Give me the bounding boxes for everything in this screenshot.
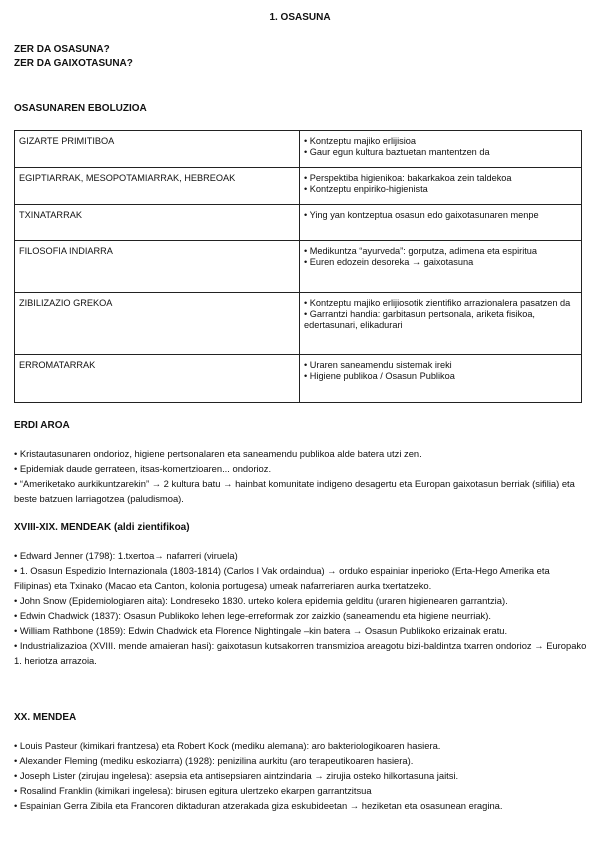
- mendea-20-list: [14, 738, 588, 813]
- table-row: [15, 205, 582, 241]
- mendeak-18-19-heading: XVIII-XIX. MENDEAK (aldi zientifikoa): [14, 522, 190, 533]
- table-row: [15, 131, 582, 168]
- mendeak-18-19-list: [14, 548, 588, 668]
- description-cell: [300, 293, 582, 355]
- description-point: • Ying yan kontzeptua osasun edo gaixotasunaren menpe: [304, 210, 539, 220]
- evolution-table: [14, 130, 582, 403]
- description-cell: [300, 168, 582, 205]
- description-point: • Uraren saneamendu sistemak ireki: [304, 360, 452, 370]
- description-point: • Higiene publikoa / Osasun Publikoa: [304, 371, 455, 381]
- description-point: • Kontzeptu majiko erlijiosotik zientifiko arrazionalera pasatzen da: [304, 298, 571, 308]
- mendea-20-heading: XX. MENDEA: [14, 712, 77, 723]
- list-item: • “Ameriketako aurkikuntzarekin” → 2 kultura batu → hainbat komunitate indigeno desagertu eta Europan gaixotasun berriak (sifilia) eta beste batzuen larriagotzea (paludismoa).: [14, 478, 575, 504]
- period-cell: FILOSOFIA INDIARRA: [15, 241, 300, 293]
- erdi-aroa-list: [14, 446, 588, 506]
- list-item: • Edward Jenner (1798): 1.txertoa→ nafarreri (viruela): [14, 550, 238, 561]
- description-point: • Gaur egun kultura baztuetan mantentzen da: [304, 147, 490, 157]
- table-row: [15, 293, 582, 355]
- list-item: • Rosalind Franklin (kimikari ingelesa): birusen egitura ulertzeko ekarpen garrantzitsua: [14, 785, 372, 796]
- description-point: • Kontzeptu majiko erlijisioa: [304, 136, 416, 146]
- list-item: • Espainian Gerra Zibila eta Francoren diktaduran atzerakada giza eskubideetan → heziketan eta osasunean eragina.: [14, 800, 503, 811]
- description-cell: [300, 131, 582, 168]
- list-item: • Industrializazioa (XVIII. mende amaieran hasi): gaixotasun kutsakorren transmizioa areagotu bizi-baldintza txarren ondorioz → Europako 1. heriotza arrazoia.: [14, 640, 587, 666]
- table-row: [15, 168, 582, 205]
- description-point: • Euren edozein desoreka → gaixotasuna: [304, 257, 474, 267]
- description-cell: [300, 205, 582, 241]
- description-point: • Garrantzi handia: garbitasun pertsonala, ariketa fisikoa, edertasunari, elikadurari: [304, 309, 535, 330]
- list-item: • Alexander Fleming (mediku eskoziarra) (1928): penizilina aurkitu (aro terapeutikoaren hasiera).: [14, 755, 414, 766]
- list-item: • Kristautasunaren ondorioz, higiene pertsonalaren eta saneamendu publikoa alde batera utzi zen.: [14, 448, 422, 459]
- period-cell: GIZARTE PRIMITIBOA: [15, 131, 300, 168]
- period-cell: TXINATARRAK: [15, 205, 300, 241]
- list-item: • 1. Osasun Espedizio Internazionala (1803-1814) (Carlos I Vak ordaindua) → orduko espainiar inperioko (Erta-Hego Amerika eta Filipinas) eta Txinako (Macao eta Canton, kolonia portugesa) umeak nafarreriaren aurka txertatzeko.: [14, 565, 550, 591]
- list-item: • Edwin Chadwick (1837): Osasun Publikoko lehen lege-erreformak zor zaizkio (saneamendu eta higiene neurriak).: [14, 610, 491, 621]
- evolution-heading: OSASUNAREN EBOLUZIOA: [14, 103, 147, 114]
- description-cell: [300, 241, 582, 293]
- list-item: • Joseph Lister (zirujau ingelesa): asepsia eta antisepsiaren aintzindaria → zirujia osteko hilkortasuna jaitsi.: [14, 770, 459, 781]
- question-health: ZER DA OSASUNA?: [14, 44, 110, 55]
- description-point: • Kontzeptu enpiriko-higienista: [304, 184, 428, 194]
- description-point: • Medikuntza “ayurveda”: gorputza, adimena eta espiritua: [304, 246, 538, 256]
- erdi-aroa-heading: ERDI AROA: [14, 420, 70, 431]
- table-row: [15, 241, 582, 293]
- description-point: • Perspektiba higienikoa: bakarkakoa zein taldekoa: [304, 173, 512, 183]
- list-item: • William Rathbone (1859): Edwin Chadwick eta Florence Nightingale –kin batera → Osasun Publikoko erizainak eratu.: [14, 625, 508, 636]
- question-disease: ZER DA GAIXOTASUNA?: [14, 58, 133, 69]
- list-item: • Epidemiak daude gerrateen, itsas-komertzioaren... ondorioz.: [14, 463, 272, 474]
- period-cell: ERROMATARRAK: [15, 355, 300, 403]
- list-item: • John Snow (Epidemiologiaren aita): Londreseko 1830. urteko kolera epidemia gelditu (uraren higienearen garrantzia).: [14, 595, 508, 606]
- description-cell: [300, 355, 582, 403]
- period-cell: ZIBILIZAZIO GREKOA: [15, 293, 300, 355]
- page-title: 1. OSASUNA: [269, 12, 331, 23]
- table-row: [15, 355, 582, 403]
- list-item: • Louis Pasteur (kimikari frantzesa) eta Robert Kock (mediku alemana): aro bakteriologikoaren hasiera.: [14, 740, 441, 751]
- period-cell: EGIPTIARRAK, MESOPOTAMIARRAK, HEBREOAK: [15, 168, 300, 205]
